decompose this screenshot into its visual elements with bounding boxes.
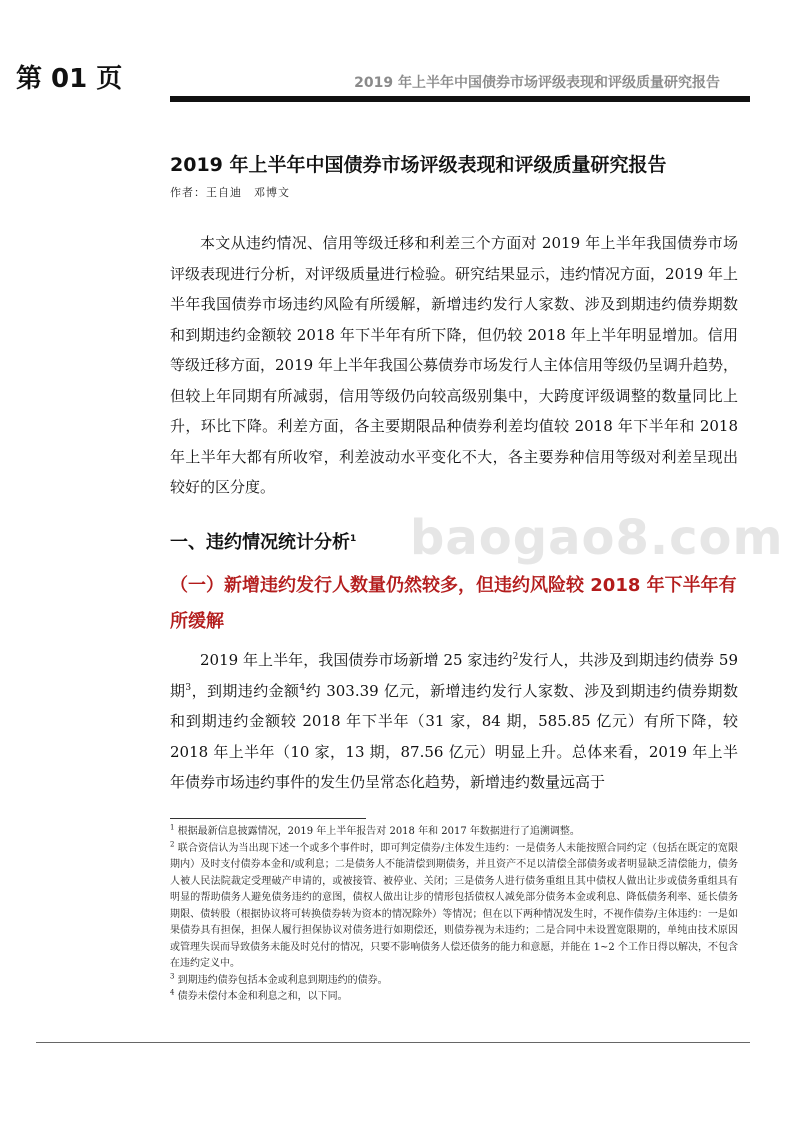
footnote-ref[interactable]: 2	[512, 652, 519, 662]
footnotes	[170, 824, 738, 1006]
footnote-separator	[170, 818, 366, 819]
authors-label: 作者：	[170, 186, 206, 199]
body-paragraph	[170, 645, 738, 798]
subsection-heading: （一）新增违约发行人数量仍然较多，但违约风险较 2018 年下半年有所缓解	[170, 575, 737, 632]
author-name: 王自迪	[206, 186, 242, 199]
author-name: 邓博文	[254, 186, 290, 199]
footnote-ref[interactable]: 4	[299, 682, 306, 693]
footnote-item	[170, 841, 738, 973]
footnote-text: 债券未偿付本金和利息之和，以下同。	[177, 991, 348, 1002]
footnote-item	[170, 989, 738, 1006]
header-rule	[170, 96, 750, 102]
page-number: 第 01 页	[16, 64, 123, 94]
text-run: 约 303.39 亿元，新增违约发行人家数、涉及到期违约债券期数和到期违约金额较 2018 年下半年（31 家，84 期，585.85 亿元）有所下降，较 2018 年上半年（10 家，13 期，87.56 亿元）明显上升。总体来看，2019 年上半年债券市场违约事件的发生仍呈常态化趋势，新增违约数量远高于	[170, 681, 738, 791]
footnote-item	[170, 973, 738, 990]
section-heading	[170, 528, 356, 554]
text-run: 2019 年上半年，我国债券市场新增 25 家违约	[200, 651, 513, 669]
footnote-number: 1	[170, 823, 175, 832]
watermark: baogao8.com	[410, 510, 784, 566]
footnote-item	[170, 824, 738, 841]
footnote-number: 3	[170, 972, 175, 981]
footnote-number: 4	[170, 988, 175, 997]
footnote-text: 到期违约债券包括本金或利息到期违约的债券。	[177, 974, 388, 986]
footnote-ref[interactable]: 1	[350, 534, 357, 544]
running-title: 2019 年上半年中国债券市场评级表现和评级质量研究报告	[354, 75, 720, 91]
footnote-ref[interactable]: 3	[185, 682, 192, 693]
footer-rule	[36, 1042, 750, 1043]
abstract-paragraph: 本文从违约情况、信用等级迁移和利差三个方面对 2019 年上半年我国债券市场评级表现进行分析，对评级质量进行检验。研究结果显示，违约情况方面，2019 年上半年我国债券市场违约风险有所缓解，新增违约发行人家数、涉及到期违约债券期数和到期违约金额较 2018 年下半年有所下降，但仍较 2018 年上半年明显增加。信用等级迁移方面，2019 年上半年我国公募债券市场发行人主体信用等级仍呈调升趋势，但较上年同期有所减弱，信用等级仍向较高级别集中，大跨度评级调整的数量同比上升，环比下降。利差方面，各主要期限品种债券利差均值较 2018 年下半年和 2018 年上半年大都有所收窄，利差波动水平变化不大，各主要券种信用等级对利差呈现出较好的区分度。	[170, 234, 738, 496]
footnote-number: 2	[170, 840, 175, 849]
text-run: ，到期违约金额	[191, 681, 300, 700]
document-title: 2019 年上半年中国债券市场评级表现和评级质量研究报告	[170, 154, 667, 176]
footnote-text: 联合资信认为当出现下述一个或多个事件时，即可判定债券/主体发生违约：一是债务人未能按照合同约定（包括在既定的宽限期内）及时支付债券本金和/或利息；二是债务人不能清偿到期债务，并且资产不足以清偿全部债务或者明显缺乏清偿能力，债务人被人民法院裁定受理破产申请的，或被接管、被停业、关闭；三是债务人进行债务重组且其中债权人做出让步或债务重组具有明显的帮助债务人避免债务违约的意图，债权人做出让步的情形包括债权人减免部分债务本金或利息、降低债务利率、延长债务期限、债转股（根据协议将可转换债券转为资本的情况除外）等情况；但在以下两种情况发生时，不视作债券/主体违约：一是如果债券具有担保，担保人履行担保协议对债务进行如期偿还，则债券视为未违约；二是合同中未设置宽限期的，单纯由技术原因或管理失误而导致债务未能及时兑付的情况，只要不影响债务人偿还债务的能力和意愿，并能在 1~2 个工作日得以解决，不包含在违约定义中。	[170, 842, 738, 969]
section-heading-text: 一、违约情况统计分析	[170, 532, 350, 553]
footnote-text: 根据最新信息披露情况，2019 年上半年报告对 2018 年和 2017 年数据进行了追溯调整。	[177, 826, 580, 837]
authors-line	[170, 184, 290, 200]
text-run: 发行人，共涉及到期违约债券 59 期	[170, 651, 738, 700]
